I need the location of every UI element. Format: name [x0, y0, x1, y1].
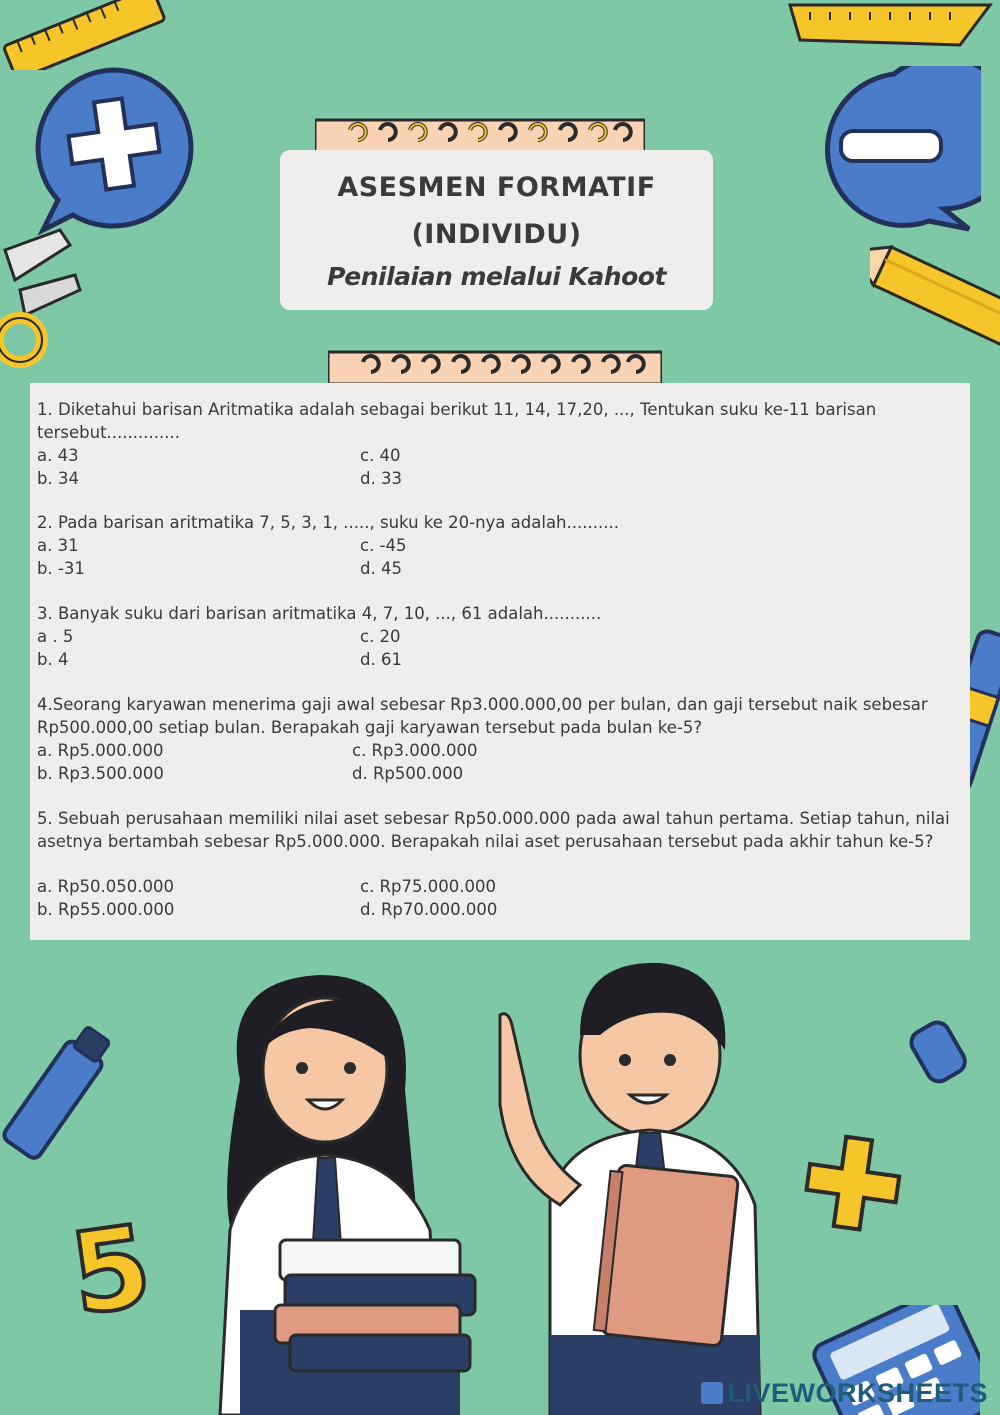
- title-line-2: (INDIVIDU): [411, 219, 582, 250]
- question-4-text: 4.Seorang karyawan menerima gaji awal sebesar Rp3.000.000,00 per bulan, dan gaji tersebut naik sebesar Rp500.000,00 setiap bulan. Berapakah gaji karyawan tersebut pada bulan ke-5?: [37, 695, 928, 737]
- plus-icon: [800, 1130, 905, 1235]
- question-2-text: 2. Pada barisan aritmatika 7, 5, 3, 1, ....., suku ke 20-nya adalah..........: [37, 513, 619, 532]
- question-2-option-c: c. -45: [360, 536, 407, 555]
- quiz-panel: [30, 383, 970, 940]
- minus-bubble-icon: [806, 66, 981, 236]
- scissors-icon: [0, 220, 90, 380]
- question-5-option-b: b. Rp55.000.000: [37, 900, 175, 919]
- question-2-option-a: a. 31: [37, 536, 79, 555]
- question-2-option-b: b. -31: [37, 559, 85, 578]
- question-1-option-c: c. 40: [360, 446, 401, 465]
- triangle-ruler-icon: [780, 0, 1000, 60]
- question-3-option-c: c. 20: [360, 627, 401, 646]
- question-3-option-d: d. 61: [360, 650, 402, 669]
- question-2-option-d: d. 45: [360, 559, 402, 578]
- brand-logo: [701, 1378, 988, 1409]
- pencil-icon: [870, 240, 1000, 350]
- spiral-binding-top: [315, 108, 645, 152]
- question-5-option-a: a. Rp50.050.000: [37, 877, 175, 896]
- spiral-binding-bottom: [328, 340, 662, 384]
- question-1-option-b: b. 34: [37, 469, 79, 488]
- question-4-option-a: a. Rp5.000.000: [37, 741, 164, 760]
- question-5-text: 5. Sebuah perusahaan memiliki nilai aset sebesar Rp50.000.000 pada awal tahun pertama. Setiap tahun, nilai asetnya bertambah sebesar Rp5.000.000. Berapakah nilai aset perusahaan tersebut pada akhir tahun ke-5?: [37, 809, 950, 851]
- title-card: [280, 150, 713, 310]
- brand-logo-icon: [701, 1382, 723, 1404]
- question-1-option-d: d. 33: [360, 469, 402, 488]
- question-3-option-a: a . 5: [37, 627, 74, 646]
- plus-bubble-icon: [28, 62, 208, 237]
- question-4-option-b: b. Rp3.500.000: [37, 764, 164, 783]
- question-1-text: 1. Diketahui barisan Aritmatika adalah sebagai berikut 11, 14, 17,20, ..., Tentukan suku ke-11 barisan tersebut..............: [37, 400, 877, 442]
- question-3-option-b: b. 4: [37, 650, 69, 669]
- student-girl-illustration: [190, 960, 500, 1415]
- brand-text: LIVEWORKSHEETS: [727, 1378, 988, 1408]
- title-line-1: ASESMEN FORMATIF: [337, 172, 656, 203]
- question-3-text: 3. Banyak suku dari barisan aritmatika 4, 7, 10, ..., 61 adalah...........: [37, 604, 602, 623]
- subtitle: Penilaian melalui Kahoot: [327, 262, 666, 291]
- question-5-option-d: d. Rp70.000.000: [360, 900, 498, 919]
- question-5-option-c: c. Rp75.000.000: [360, 877, 496, 896]
- marker-cap-icon: [900, 1015, 975, 1090]
- ruler-icon: [0, 0, 170, 70]
- number-five-decoration: 5: [63, 1201, 159, 1341]
- question-4-option-c: c. Rp3.000.000: [352, 741, 478, 760]
- question-1-option-a: a. 43: [37, 446, 79, 465]
- marker-icon: [0, 1020, 110, 1170]
- question-4-option-d: d. Rp500.000: [352, 764, 464, 783]
- student-boy-illustration: [470, 955, 770, 1415]
